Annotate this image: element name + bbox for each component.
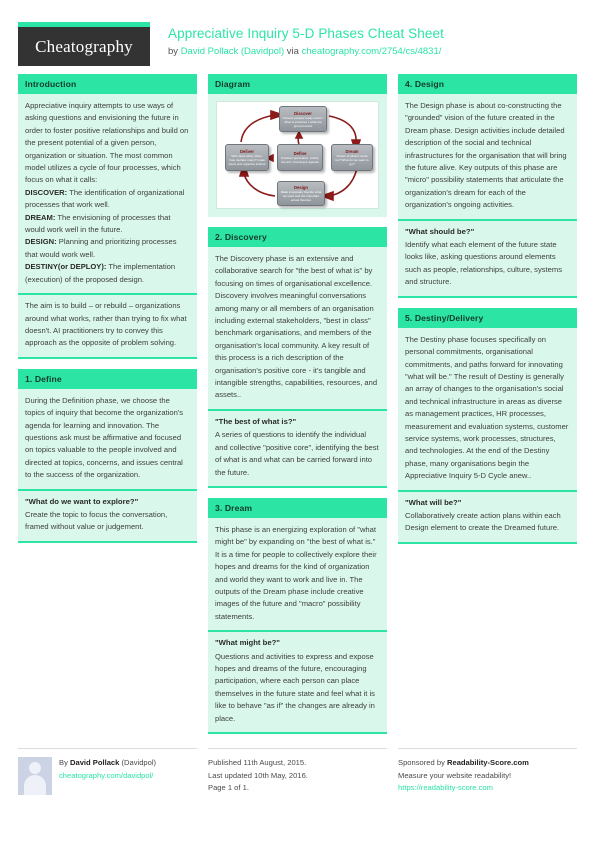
note-question: "What do we want to explore?" (25, 496, 139, 506)
diagram-box-design (277, 181, 325, 206)
note-question: "What might be?" (215, 638, 280, 648)
note-text: Collaboratively create action plans within each Design element to create the Dreamed future. (405, 510, 561, 533)
column-1 (18, 74, 197, 543)
note-text: Identify what each element of the future state looks like, asking questions around elements such as people, relationships, culture, systems and structure. (405, 240, 563, 287)
diagram-box-dream (331, 144, 373, 171)
author-prefix: By (59, 758, 70, 767)
card-note (18, 489, 197, 543)
note-text: Questions and activities to express and expose hopes and dreams of the future, encouraging participation, where each person can place themselves in the future state and feel what it is like to behave "as if" the changes are already in place. (215, 651, 375, 723)
footer-publish-block (208, 748, 387, 795)
card-title: 1. Define (18, 369, 197, 389)
columns-container (18, 74, 582, 734)
note-text: A series of questions to identify the individual and collective "positive core", identifying the best of what is and what can be carried forward into the future. (215, 430, 379, 477)
card-note (398, 490, 577, 544)
card-body (18, 389, 197, 489)
page-footer (18, 748, 582, 795)
note-question: "What will be?" (405, 497, 462, 507)
diagram-box-text: Choose people/ really works / what to preserve / what are good process (282, 115, 324, 128)
paragraph: Appreciative inquiry attempts to use ways of asking questions and envisioning the future in order to foster positive relationships and build on the present potential of a given person, organization or situation. The most common model utilizes a cycle of four processes, which focus on what it calls: (25, 101, 189, 185)
footer-publish-text (208, 757, 308, 795)
diagram-container (208, 94, 387, 217)
card-define (18, 369, 197, 543)
page-title: Appreciative Inquiry 5-D Phases Cheat Sheet (168, 26, 444, 41)
diagram-box-title: Define (293, 151, 307, 156)
card-title: 4. Design (398, 74, 577, 94)
diagram-box-text: Positive/ generative. Clarify the aim. Framing & agenda (281, 156, 319, 164)
byline-prefix: by (168, 46, 181, 57)
paragraph: During the Definition phase, we choose the topics of inquiry that become the organization's agenda for learning and innovation. The questions ask must be affirmative and focused on topics valuable to the people involved and directed at topics, concerns, and issues central to the success of the organization. (25, 395, 184, 480)
five-d-cycle-diagram (216, 101, 379, 209)
column-3 (398, 74, 577, 544)
page-header (18, 0, 582, 68)
title-block (168, 22, 444, 59)
footer-sponsor-text (398, 757, 529, 795)
card-body (398, 94, 577, 219)
cheatography-logo[interactable] (18, 22, 150, 66)
card-note (18, 293, 197, 359)
diagram-box-title: Dream (345, 149, 359, 154)
note-text: The aim is to build – or rebuild – organizations around what works, rather than trying to fix what doesn't. AI practitioners try to convey this approach as the opposite of problem solving. (25, 301, 187, 348)
note-text: Create the topic to focus the conversation, framed without value or judgement. (25, 509, 168, 532)
note-question: "What should be?" (405, 226, 475, 236)
diagram-box-title: Design (294, 185, 308, 190)
sponsor-line (398, 757, 529, 770)
card-title: 3. Dream (208, 498, 387, 518)
sponsor-name: Readability-Score.com (446, 758, 529, 767)
author-handle: (Davidpol) (119, 758, 157, 767)
published-date: Published 11th August, 2015. (208, 758, 307, 767)
note-question: "The best of what is?" (215, 416, 297, 426)
sponsor-link[interactable]: https://readability-score.com (398, 783, 493, 793)
card-body (208, 247, 387, 409)
card-diagram (208, 74, 387, 217)
card-note (398, 219, 577, 298)
diagram-box-define (277, 144, 323, 171)
diagram-box-text: Who does what, when, how, declare many? make plans and organize actions (228, 154, 266, 166)
definition-text: The envisioning of processes that would work well in the future. (25, 212, 171, 235)
card-title: 5. Destiny/Delivery (398, 308, 577, 328)
diagram-box-title: Discover (294, 110, 312, 116)
definition-text: Planning and prioritizing processes that would work well. (25, 237, 177, 259)
sponsor-prefix: Sponsored by (398, 758, 447, 767)
diagram-box-text: Dream of what it could be? What do we want to go? (335, 154, 369, 166)
paragraph: The Design phase is about co-constructing the "grounded" vision of the future created in the Dream phase. Design activities include detailed description of the social and technical infrastructures for the organisation that will bring the future alive. Key outputs of this phase are "micro" possibility statements that articulate the organization's dream for each of the organization's ongoing activities. (405, 101, 567, 210)
author-name: David Pollack (69, 758, 120, 767)
byline (168, 44, 444, 59)
card-body (208, 518, 387, 630)
definition-term: DISCOVER: (25, 187, 68, 197)
card-title: Diagram (208, 74, 387, 94)
avatar (18, 757, 52, 795)
definition-text: The implementation (execution) of the proposed design. (25, 262, 176, 284)
footer-author-text (59, 757, 156, 795)
card-design (398, 74, 577, 298)
author-profile-link[interactable]: cheatography.com/davidpol/ (59, 770, 154, 780)
diagram-box-discover (279, 106, 327, 132)
card-body (18, 94, 197, 293)
author-link[interactable]: David Pollack (Davidpol) (180, 46, 285, 57)
paragraph: The Discovery phase is an extensive and collaborative search for "the best of what is" by focusing on times of organisational excellence. Discovery involves meaningful conversations among many or all members of an organisation including external stakeholders, "best in class" benchmark organisations, and members of the organisation's local community. A key result of this process is a rich description of the organisation's positive core - it's tangible and intangible strengths, capabilities, resources, and assets.. (215, 254, 378, 400)
definition-item (25, 236, 190, 261)
card-destiny-delivery (398, 308, 577, 544)
card-discovery (208, 227, 387, 488)
diagram-box-text: Make proposals. Decide what we want and the important actual theories (280, 190, 322, 202)
footer-sponsor-block (398, 748, 577, 795)
updated-date: Last updated 10th May, 2016. (208, 770, 308, 780)
logo-text: Cheatography (35, 36, 133, 56)
column-2 (208, 74, 387, 734)
page-number: Page 1 of 1. (208, 783, 249, 793)
definition-item (25, 212, 190, 237)
definition-term: DREAM: (25, 212, 56, 222)
card-note (208, 630, 387, 734)
card-introduction (18, 74, 197, 359)
card-dream (208, 498, 387, 734)
card-title: Introduction (18, 74, 197, 94)
card-body (398, 328, 577, 490)
paragraph: The Destiny phase focuses specifically on personal commitments, organisational commitments, and paths forward for innovating "what will be." The result of Destiny is generally an array of changes to the organisation's social and technical infrastructure in areas as diverse as management practices, HR processes, measurement and evaluation systems, customer service systems, work processes, structures, and technologies. At the end of the Destiny phase, many organisations begin the Appreciative Inquiry 5-D Cycle anew.. (405, 334, 569, 481)
sponsor-tagline: Measure your website readability! (398, 770, 512, 780)
diagram-box-title: Deliver (240, 149, 254, 154)
footer-author-block (18, 748, 197, 795)
author-line (59, 757, 156, 770)
card-title: 2. Discovery (208, 227, 387, 247)
definition-item (25, 261, 190, 286)
definition-term: DESIGN: (25, 237, 57, 247)
definition-item (25, 187, 190, 212)
paragraph: This phase is an energizing exploration of "what might be" by expanding on "the best of what is." It is a time for people to collectively explore their hopes and dreams for the kind of organization and world they want to work and live in. The outputs of the Dream phase include creative images of the future and "macro" possibility statements. (215, 524, 377, 621)
definition-text: The identification of organizational processes that work well. (25, 187, 185, 210)
byline-via: via (284, 46, 302, 57)
source-url-link[interactable]: cheatography.com/2754/cs/4831/ (301, 46, 442, 57)
card-note (208, 409, 387, 488)
diagram-box-deliver (225, 144, 269, 171)
definition-term: DESTINY(or DEPLOY): (25, 262, 107, 272)
